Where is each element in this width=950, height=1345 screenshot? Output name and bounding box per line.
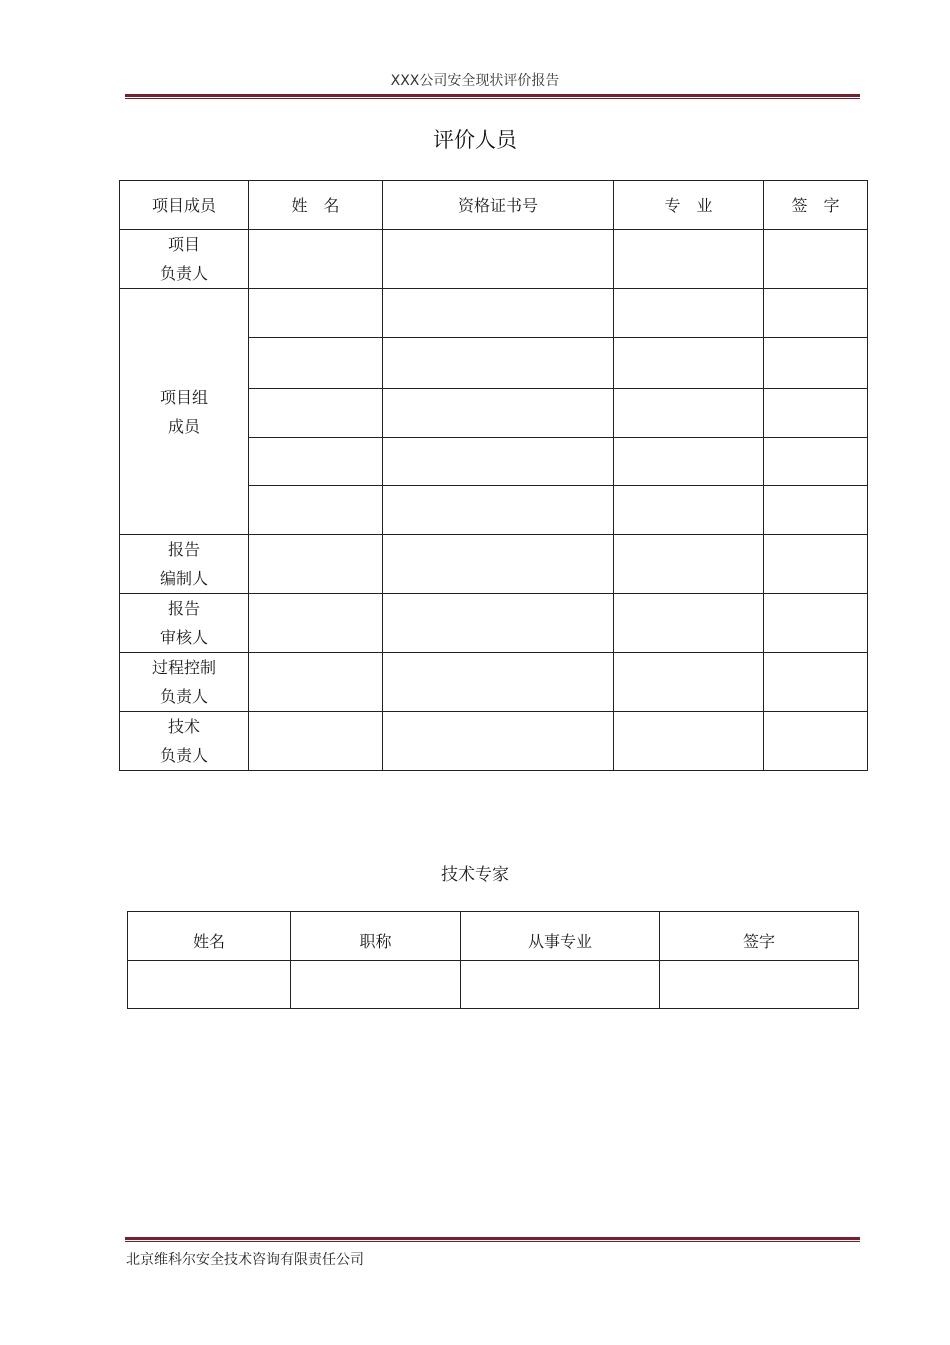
name-cell[interactable]	[249, 712, 383, 771]
expert-section-title: 技术专家	[441, 865, 509, 885]
field-cell[interactable]	[461, 961, 660, 1009]
role-line: 报告	[167, 540, 200, 559]
name-cell[interactable]	[128, 961, 291, 1009]
specialty-cell[interactable]	[614, 486, 764, 535]
signature-cell[interactable]	[764, 230, 868, 289]
specialty-cell[interactable]	[614, 389, 764, 438]
role-cell-process	[120, 653, 249, 712]
role-cell-author	[120, 535, 249, 594]
header-cell-name: 姓名	[128, 912, 291, 961]
name-cell[interactable]	[249, 230, 383, 289]
certificate-cell[interactable]	[383, 230, 614, 289]
certificate-cell[interactable]	[383, 535, 614, 594]
header-cell-title: 职称	[291, 912, 461, 961]
signature-cell[interactable]	[764, 653, 868, 712]
header-rule	[125, 94, 860, 99]
role-line: 项目	[167, 235, 200, 254]
name-cell[interactable]	[249, 338, 383, 389]
name-cell[interactable]	[249, 289, 383, 338]
certificate-cell[interactable]	[383, 338, 614, 389]
certificate-cell[interactable]	[383, 438, 614, 486]
footer-rule	[125, 1237, 860, 1242]
certificate-cell[interactable]	[383, 486, 614, 535]
certificate-cell[interactable]	[383, 653, 614, 712]
role-line: 负责人	[159, 687, 208, 706]
specialty-cell[interactable]	[614, 338, 764, 389]
role-line: 负责人	[159, 264, 208, 283]
name-cell[interactable]	[249, 653, 383, 712]
name-cell[interactable]	[249, 486, 383, 535]
signature-cell[interactable]	[764, 289, 868, 338]
role-cell-leader	[120, 230, 249, 289]
page-title: 评价人员	[433, 128, 517, 152]
role-line: 技术	[167, 717, 200, 736]
role-line: 过程控制	[151, 658, 216, 677]
table-header-row	[120, 181, 868, 230]
specialty-cell[interactable]	[614, 438, 764, 486]
header-cell-member: 项目成员	[120, 181, 249, 230]
table-row	[120, 535, 868, 594]
role-cell-team	[120, 289, 249, 535]
certificate-cell[interactable]	[383, 389, 614, 438]
signature-cell[interactable]	[764, 486, 868, 535]
signature-cell[interactable]	[764, 389, 868, 438]
signature-cell[interactable]	[764, 438, 868, 486]
table-row	[120, 653, 868, 712]
specialty-cell[interactable]	[614, 289, 764, 338]
signature-cell[interactable]	[764, 712, 868, 771]
table-row	[120, 712, 868, 771]
role-line: 负责人	[159, 746, 208, 765]
report-header-title: XXX公司安全现状评价报告	[390, 73, 560, 89]
evaluation-staff-table	[119, 180, 868, 771]
header-cell-signature: 签 字	[764, 181, 868, 230]
header-cell-certificate: 资格证书号	[383, 181, 614, 230]
role-line: 项目组	[159, 387, 208, 407]
role-line: 报告	[167, 599, 200, 618]
header-cell-field: 从事专业	[461, 912, 660, 961]
specialty-cell[interactable]	[614, 535, 764, 594]
table-row	[128, 961, 859, 1009]
specialty-cell[interactable]	[614, 712, 764, 771]
signature-cell[interactable]	[660, 961, 859, 1009]
name-cell[interactable]	[249, 438, 383, 486]
name-cell[interactable]	[249, 389, 383, 438]
specialty-cell[interactable]	[614, 594, 764, 653]
role-line: 成员	[167, 416, 200, 436]
table-row	[120, 230, 868, 289]
name-cell[interactable]	[249, 594, 383, 653]
table-header-row	[128, 912, 859, 961]
certificate-cell[interactable]	[383, 712, 614, 771]
name-cell[interactable]	[249, 535, 383, 594]
specialty-cell[interactable]	[614, 230, 764, 289]
footer-company-name: 北京维科尔安全技术咨询有限责任公司	[126, 1252, 364, 1268]
specialty-cell[interactable]	[614, 653, 764, 712]
table-row	[120, 289, 868, 338]
signature-cell[interactable]	[764, 338, 868, 389]
signature-cell[interactable]	[764, 535, 868, 594]
signature-cell[interactable]	[764, 594, 868, 653]
certificate-cell[interactable]	[383, 289, 614, 338]
table-row	[120, 594, 868, 653]
role-line: 编制人	[159, 569, 208, 588]
role-cell-reviewer	[120, 594, 249, 653]
header-cell-name: 姓 名	[249, 181, 383, 230]
certificate-cell[interactable]	[383, 594, 614, 653]
title-cell[interactable]	[291, 961, 461, 1009]
technical-expert-table	[127, 911, 859, 1009]
header-cell-signature: 签字	[660, 912, 859, 961]
role-cell-tech	[120, 712, 249, 771]
header-cell-specialty: 专 业	[614, 181, 764, 230]
role-line: 审核人	[159, 628, 208, 647]
